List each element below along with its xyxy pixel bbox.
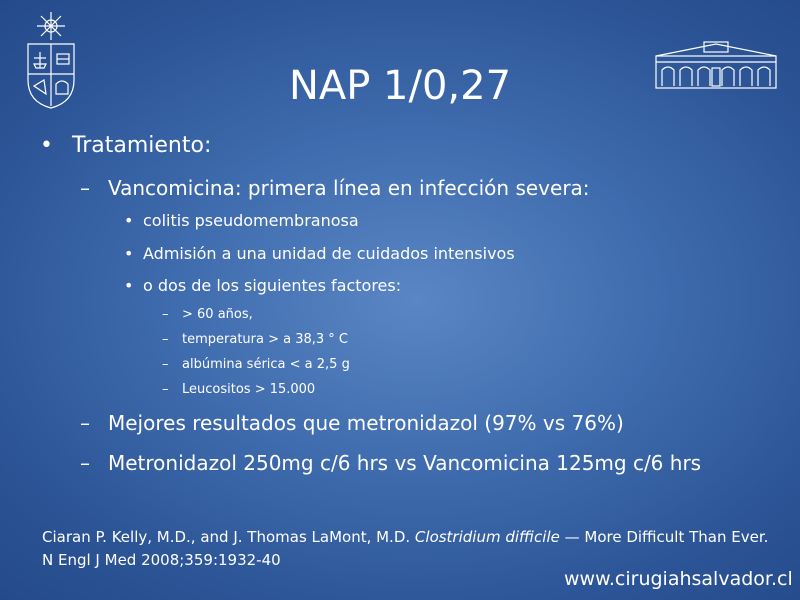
bullet-text: Mejores resultados que metronidazol (97% vs 76%): [108, 411, 624, 435]
website-url: www.cirugiahsalvador.cl: [564, 568, 793, 590]
bullet-marker: •: [124, 244, 134, 263]
dash-marker: –: [80, 451, 90, 475]
bullet-text: o dos de los siguientes factores:: [143, 276, 402, 295]
citation-article-title: Clostridium difficile: [414, 528, 560, 546]
dash-marker: –: [162, 357, 169, 372]
bullet-text: Tratamiento:: [72, 133, 212, 158]
bullet-text: temperatura > a 38,3 ° C: [182, 332, 349, 347]
bullet-text: colitis pseudomembranosa: [143, 211, 359, 230]
dash-marker: –: [162, 332, 169, 347]
dash-marker: –: [162, 307, 169, 322]
dash-marker: –: [80, 411, 90, 435]
bullet-text: albúmina sérica < a 2,5 g: [182, 357, 350, 372]
bullet-marker: •: [40, 133, 53, 158]
bullet-text: Admisión a una unidad de cuidados intensivos: [143, 244, 515, 263]
bullet-marker: •: [124, 276, 134, 295]
citation: [42, 526, 782, 572]
bullet-text: Metronidazol 250mg c/6 hrs vs Vancomicina 125mg c/6 hrs: [108, 451, 702, 475]
bullet-text: Vancomicina: primera línea en infección severa:: [108, 176, 590, 200]
bullet-text: Leucositos > 15.000: [182, 382, 316, 397]
dash-marker: –: [80, 176, 90, 200]
dash-marker: –: [162, 382, 169, 397]
bullet-marker: •: [124, 211, 134, 230]
bullet-text: > 60 años,: [182, 307, 253, 322]
citation-authors: Ciaran P. Kelly, M.D., and J. Thomas LaMont, M.D.: [42, 528, 415, 546]
citation-rest: — More Difficult Than Ever. N Engl J Med 2008;359:1932-40: [42, 528, 769, 569]
slide-title: NAP 1/0,27: [288, 63, 512, 109]
